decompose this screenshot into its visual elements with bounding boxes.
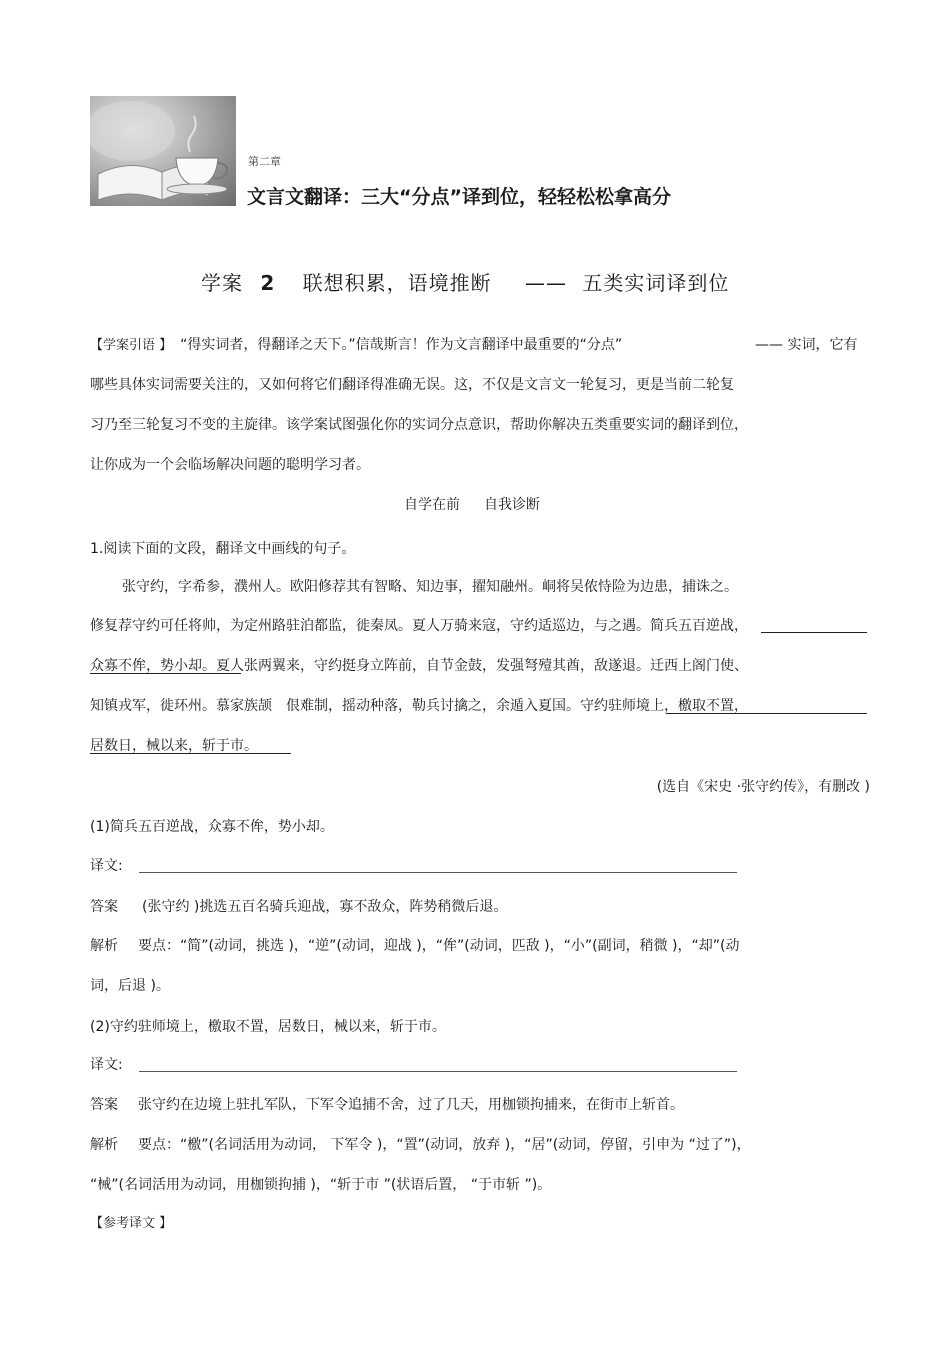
sub1-question: (1)简兵五百逆战，众寡不侔，势小却。 bbox=[90, 819, 334, 835]
intro-text-1b: —— 实词，它有 bbox=[755, 337, 858, 353]
sub1-analysis bbox=[90, 937, 740, 955]
sub2-analysis-text-1: 要点：“檄”(名词活用为动词， 下军令 )，“置”(动词，放弃 )，“居”(动词，停留，引申为 “过了”)， bbox=[138, 1137, 751, 1153]
sub2-answer-line[interactable] bbox=[139, 1071, 737, 1072]
passage-line-4b: 佷难制，摇动种落，勒兵讨擒之，余遁入夏国。守约驻 bbox=[286, 698, 622, 714]
sub1-answer bbox=[90, 898, 507, 916]
sub2-answer-label: 答案 bbox=[90, 1097, 118, 1113]
sub2-translation-label: 译文: bbox=[90, 1057, 123, 1073]
case-number: 2 bbox=[260, 271, 276, 295]
passage-underlined-3a: 众寡不侔，势小却。 bbox=[90, 658, 216, 674]
sub2-answer-text: 张守约在边境上驻扎军队，下军令追捕不舍，过了几天，用枷锁拘捕来，在街市上斩首。 bbox=[138, 1097, 684, 1113]
case-main: 联想积累，语境推断 bbox=[302, 271, 492, 295]
section-header bbox=[404, 496, 540, 514]
passage-line-2 bbox=[90, 617, 748, 635]
banner-image bbox=[90, 96, 236, 206]
case-dash: —— bbox=[525, 271, 567, 295]
intro-line-1 bbox=[90, 336, 622, 355]
underline-2b bbox=[90, 753, 291, 754]
chapter-title: 文言文翻译：三大“分点”译到位，轻轻松松拿高分 bbox=[247, 186, 671, 208]
intro-text-1a: “得实词者，得翻译之天下。”信哉斯言！作为文言翻译中最重要的“分点” bbox=[180, 337, 623, 353]
intro-line-4: 让你成为一个会临场解决问题的聪明学习者。 bbox=[90, 457, 370, 473]
reference-translation-tag: 【参考译文 】 bbox=[90, 1216, 173, 1231]
underline-2a bbox=[666, 713, 867, 714]
case-sub: 五类实词译到位 bbox=[582, 271, 730, 295]
intro-tag: 【学案引语 】 bbox=[90, 338, 173, 353]
passage-underlined-2b: 战， bbox=[720, 618, 748, 634]
q1-prompt: 1.阅读下面的文段，翻译文中画线的句子。 bbox=[90, 541, 356, 557]
sub1-analysis-label: 解析 bbox=[90, 938, 118, 954]
passage-line-4a: 知镇戎军，徙环州。慕家族颉 bbox=[90, 698, 272, 714]
section-right: 自我诊断 bbox=[484, 497, 540, 513]
sub2-question: (2)守约驻师境上，檄取不置，居数日，械以来，斩于市。 bbox=[90, 1019, 446, 1035]
passage-line-4 bbox=[90, 697, 748, 715]
underline-1a bbox=[761, 632, 867, 633]
passage-source: (选自《宋史 ·张守约传》，有删改 ) bbox=[656, 779, 870, 795]
case-title bbox=[201, 267, 729, 296]
sub1-answer-text: (张守约 )挑选五百名骑兵迎战，寡不敌众，阵势稍微后退。 bbox=[142, 899, 508, 915]
sub1-answer-label: 答案 bbox=[90, 899, 118, 915]
sub2-answer bbox=[90, 1096, 684, 1114]
intro-line-2: 哪些具体实词需要关注的，又如何将它们翻译得准确无误。这，不仅是文言文一轮复习，更是当前二轮复 bbox=[90, 377, 734, 393]
sub2-analysis-label: 解析 bbox=[90, 1137, 118, 1153]
sub2-analysis bbox=[90, 1136, 751, 1154]
section-left: 自学在前 bbox=[404, 497, 460, 513]
passage-line-1: 张守约，字希参，濮州人。欧阳修荐其有智略、知边事，擢知融州。峒将吴侬恃险为边患，捕诛之。 bbox=[122, 579, 738, 595]
passage-line-3b: 夏人张两翼来，守约挺身立阵前，自节金鼓，发强弩殪其酋，敌遂退。迁西上阁门使、 bbox=[216, 658, 748, 674]
teacup-book-illustration bbox=[90, 96, 236, 206]
underline-1b bbox=[90, 673, 241, 674]
passage-underlined-4c: 师境上，檄取不置， bbox=[622, 698, 748, 714]
passage-line-2a: 修复荐守约可任将帅，为定州路驻泊都监，徙秦凤。夏人万骑来寇，守约适巡边，与之遇。简兵五百逆 bbox=[90, 618, 720, 634]
intro-line-3: 习乃至三轮复习不变的主旋律。该学案试图强化你的实词分点意识，帮助你解决五类重要实词的翻译到位， bbox=[90, 417, 748, 433]
chapter-label: 第二章 bbox=[248, 155, 281, 168]
sub1-analysis-text-1: 要点：“简”(动词，挑选 )，“逆”(动词，迎战 )，“侔”(动词，匹敌 )，“小”(副词，稍微 )，“却”(动 bbox=[138, 938, 740, 954]
case-prefix: 学案 bbox=[201, 271, 243, 295]
sub1-analysis-text-2: 词，后退 )。 bbox=[90, 978, 170, 994]
sub1-answer-line[interactable] bbox=[139, 872, 737, 873]
sub1-translation-label: 译文: bbox=[90, 858, 123, 874]
passage-underlined-5: 居数日，械以来，斩于市。 bbox=[90, 738, 258, 754]
sub2-analysis-text-2: “械”(名词活用为动词，用枷锁拘捕 )，“斩于市 ”(状语后置， “于市斩 ”)。 bbox=[90, 1177, 552, 1193]
